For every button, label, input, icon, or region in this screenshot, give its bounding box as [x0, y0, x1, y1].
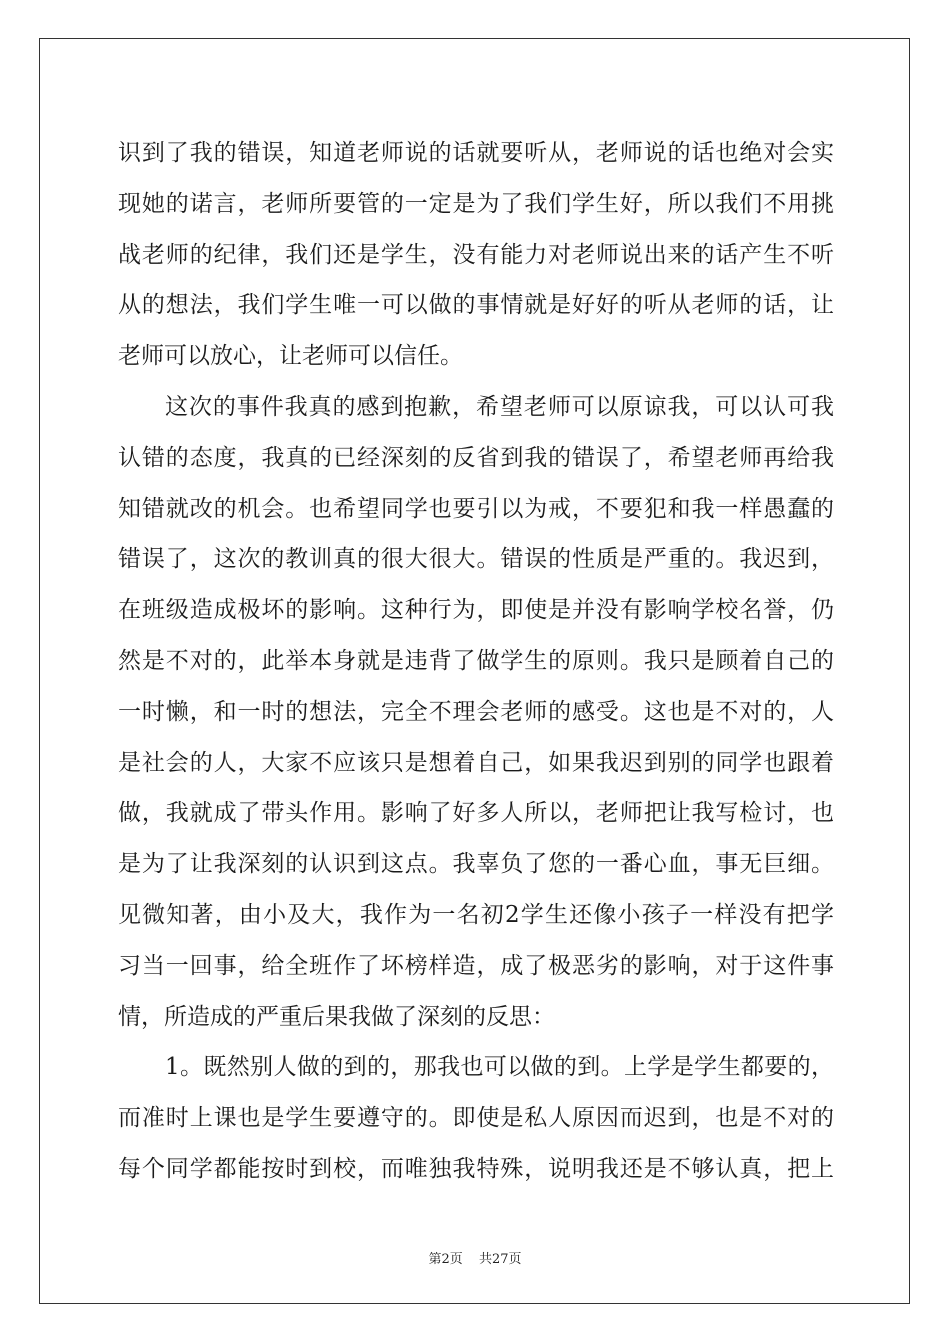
text-line: 战老师的纪律，我们还是学生，没有能力对老师说出来的话产生不听	[118, 241, 834, 268]
text-line: 一时懒，和一时的想法，完全不理会老师的感受。这也是不对的，人	[118, 698, 834, 725]
paragraph-first-line: 这次的事件我真的感到抱歉，希望老师可以原谅我，可以认可我	[165, 393, 834, 420]
text-line: 然是不对的，此举本身就是违背了做学生的原则。我只是顾着自己的	[118, 647, 834, 674]
text-line: 现她的诺言，老师所要管的一定是为了我们学生好，所以我们不用挑	[118, 190, 834, 217]
document-body	[118, 128, 834, 1195]
text-line: 每个同学都能按时到校，而唯独我特殊，说明我还是不够认真，把上	[118, 1155, 834, 1182]
text-line: 见微知著，由小及大，我作为一名初2学生还像小孩子一样没有把学	[118, 901, 834, 928]
text-line: 是为了让我深刻的认识到这点。我辜负了您的一番心血，事无巨细。	[118, 851, 834, 878]
text-line: 习当一回事，给全班作了坏榜样造，成了极恶劣的影响，对于这件事	[118, 952, 834, 979]
page-footer	[0, 1248, 950, 1267]
text-line: 老师可以放心，让老师可以信任。	[118, 343, 463, 370]
text-line: 从的想法，我们学生唯一可以做的事情就是好好的听从老师的话，让	[118, 292, 834, 319]
text-line: 认错的态度，我真的已经深刻的反省到我的错误了，希望老师再给我	[118, 444, 834, 471]
paragraph-first-line: 1。既然别人做的到的，那我也可以做的到。上学是学生都要的，	[165, 1054, 834, 1081]
text-line: 识到了我的错误，知道老师说的话就要听从，老师说的话也绝对会实	[118, 140, 834, 166]
text-line: 是社会的人，大家不应该只是想着自己，如果我迟到别的同学也跟着	[118, 749, 834, 776]
page-number: 第2页	[428, 1252, 463, 1267]
text-line: 在班级造成极坏的影响。这种行为，即使是并没有影响学校名誉，仍	[118, 597, 834, 624]
text-line: 错误了，这次的教训真的很大很大。错误的性质是严重的。我迟到，	[118, 546, 834, 573]
text-line: 而准时上课也是学生要遵守的。即使是私人原因而迟到，也是不对的	[118, 1105, 834, 1132]
text-line: 做，我就成了带头作用。影响了好多人所以，老师把让我写检讨，也	[118, 800, 834, 827]
page-total: 共27页	[478, 1252, 522, 1267]
text-line: 知错就改的机会。也希望同学也要引以为戒，不要犯和我一样愚蠢的	[118, 495, 834, 522]
text-line: 情，所造成的严重后果我做了深刻的反思：	[118, 1003, 555, 1030]
